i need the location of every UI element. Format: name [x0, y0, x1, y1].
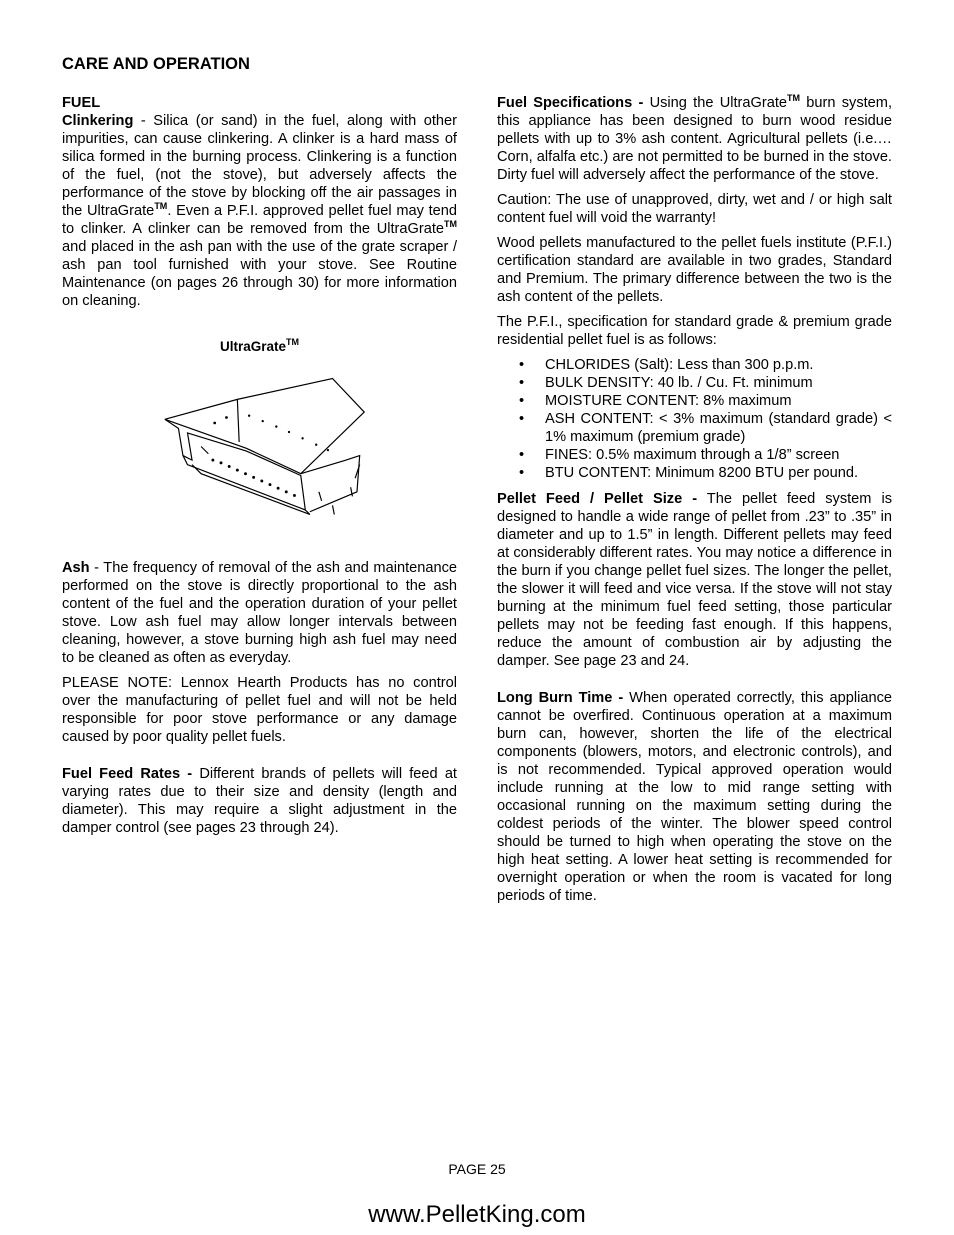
left-column	[62, 94, 457, 844]
list-item: • CHLORIDES (Salt): Less than 300 p.p.m.	[545, 356, 892, 374]
fuel-heading: FUEL	[62, 95, 101, 111]
right-column	[497, 94, 892, 912]
list-item: • FINES: 0.5% maximum through a 1/8” screen	[545, 446, 892, 464]
list-item: • ASH CONTENT: < 3% maximum (standard grade) < 1% maximum (premium grade)	[545, 410, 892, 446]
long-burn-paragraph: Long Burn Time - When operated correctly, this appliance cannot be overfired. Continuous operation at a maximum burn can, however, shorten the life of the electrical components (blowers, motors, and electronic controls), and is not recommended. Typical approved operation would include running at the low to mid range setting with occasional running on the maximum setting during the coldest periods of the winter. The blower speed control should be turned to high when operating the stove on the high heat setting. A lower heat setting is recommended for overnight operation or when the room is vacated for long periods of time.	[497, 690, 893, 904]
list-item: • BTU CONTENT: Minimum 8200 BTU per pound.	[545, 464, 892, 482]
ash-paragraph: Ash - The frequency of removal of the ash and maintenance performed on the stove is directly proportional to the ash content of the fuel and the operation duration of your pellet stove. Low ash fuel may allow longer intervals between cleaning, however, a stove burning high ash fuel may need to be cleaned as often as everyday.	[62, 560, 457, 666]
fuel-specifications-paragraph: Fuel Specifications - Using the UltraGrate™ burn system, this appliance has been designed to burn wood residue pellets with up to 3% ash content. Agricultural pellets (i.e.… Corn, alfalfa etc.) are not permitted to be burned in the stove. Dirty fuel will adversely affect the performance of the stove.	[497, 93, 893, 183]
figure-caption: UltraGrate™	[219, 337, 300, 354]
caution-paragraph: Caution: The use of unapproved, dirty, wet and / or high salt content fuel will void the warranty!	[497, 192, 892, 226]
pellet-feed-paragraph: Pellet Feed / Pellet Size - The pellet feed system is designed to handle a wide range of pellet from .23” to .35” in diameter and up to 1.5” in length. Different pellets may feed at considerably different rates. You may notice a difference in the burn if you change pellet fuel sizes. The longer the pellet, the slower it will feed and vice versa. If the stove will not stay burning at the minimum fuel feed setting, those particular pellets may not be feeding fast enough. If this happens, reduce the amount of combustion air by adjusting the damper. See page 23 and 24.	[497, 491, 892, 669]
please-note-paragraph: PLEASE NOTE: Lennox Hearth Products has no control over the manufacturing of pellet fuel and will not be held responsible for poor stove performance or any damage caused by poor quality pellet fuels.	[62, 675, 457, 745]
list-item: • BULK DENSITY: 40 lb. / Cu. Ft. minimum	[545, 374, 892, 392]
pfi-spec-list	[497, 356, 892, 482]
list-item: • MOISTURE CONTENT: 8% maximum	[545, 392, 892, 410]
ultragrate-illustration	[155, 374, 365, 519]
page-number: PAGE 25	[448, 1161, 506, 1177]
pfi-intro-paragraph: The P.F.I., specification for standard grade & premium grade residential pellet fuel is as follows:	[497, 314, 892, 348]
website-link[interactable]: www.PelletKing.com	[368, 1201, 586, 1228]
clinkering-paragraph: Clinkering - Silica (or sand) in the fuel, along with other impurities, can cause clinkering. A clinker is a hard mass of silica formed in the burning process. Clinkering is a function of the fuel, (not the stove), but adversely affects the performance of the stove by blocking off the air passages in the UltraGrate™. Even a P.F.I. approved pellet fuel may tend to clinker. A clinker can be removed from the UltraGrate™ and placed in the ash pan with the use of the grate scraper / ash pan tool furnished with your stove. See Routine Maintenance (on pages 26 through 30) for more information on cleaning.	[62, 113, 458, 309]
fuel-feed-rates-paragraph: Fuel Feed Rates - Different brands of pellets will feed at varying rates due to their size and density (length and diameter). This may require a slight adjustment in the damper control (see pages 23 through 24).	[62, 766, 457, 836]
page-heading: CARE AND OPERATION	[62, 55, 250, 73]
wood-pellets-paragraph: Wood pellets manufactured to the pellet fuels institute (P.F.I.) certification standard are available in two grades, Standard and Premium. The primary difference between the two is the ash content of the pellets.	[497, 235, 892, 305]
